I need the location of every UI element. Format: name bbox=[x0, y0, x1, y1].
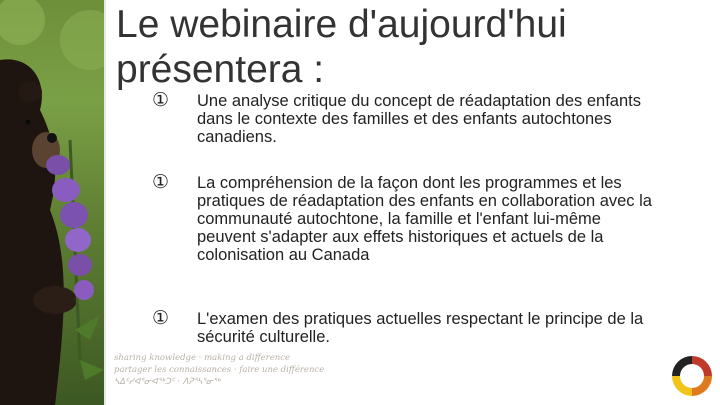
bullet-item bbox=[152, 310, 662, 346]
title-line-1: Le webinaire d'aujourd'hui bbox=[116, 3, 567, 46]
bullet-text: La compréhension de la façon dont les programmes et les pratiques de réadaptation des enfants en collaboration avec la communauté autochtone, la famille et l'enfant lui-même peuvent s'adapter aux effets historiques et actuels de la colonisation au Canada bbox=[197, 174, 652, 264]
circled-one-icon: ① bbox=[152, 90, 170, 111]
tagline-french: partager les connaissances · faire une différence bbox=[114, 365, 325, 375]
tagline-english: sharing knowledge · making a difference bbox=[114, 353, 291, 363]
bear-photo bbox=[0, 0, 104, 405]
bear-illustration bbox=[0, 0, 104, 405]
tagline-syllabics: ᓴᐃᑦᓯᐊᕐᓂᐊᖅᑐᑦ · ᐱᕈᕐᓴᕐᓂᖅ bbox=[114, 377, 221, 387]
bullet-text: Une analyse critique du concept de réadaptation des enfants dans le contexte des familles et des enfants autochtones canadiens. bbox=[197, 92, 641, 146]
circled-one-icon: ① bbox=[152, 308, 170, 329]
circle-logo-icon bbox=[668, 352, 716, 400]
bullet-item bbox=[152, 174, 662, 264]
circled-one-icon: ① bbox=[152, 172, 170, 193]
slide-title bbox=[116, 2, 676, 92]
bullet-text: L'examen des pratiques actuelles respectant le principe de la sécurité culturelle. bbox=[197, 310, 644, 346]
photo-divider bbox=[104, 0, 106, 405]
bullet-item bbox=[152, 92, 662, 146]
title-line-2: présentera : bbox=[116, 48, 325, 91]
footer-tagline bbox=[114, 352, 325, 388]
